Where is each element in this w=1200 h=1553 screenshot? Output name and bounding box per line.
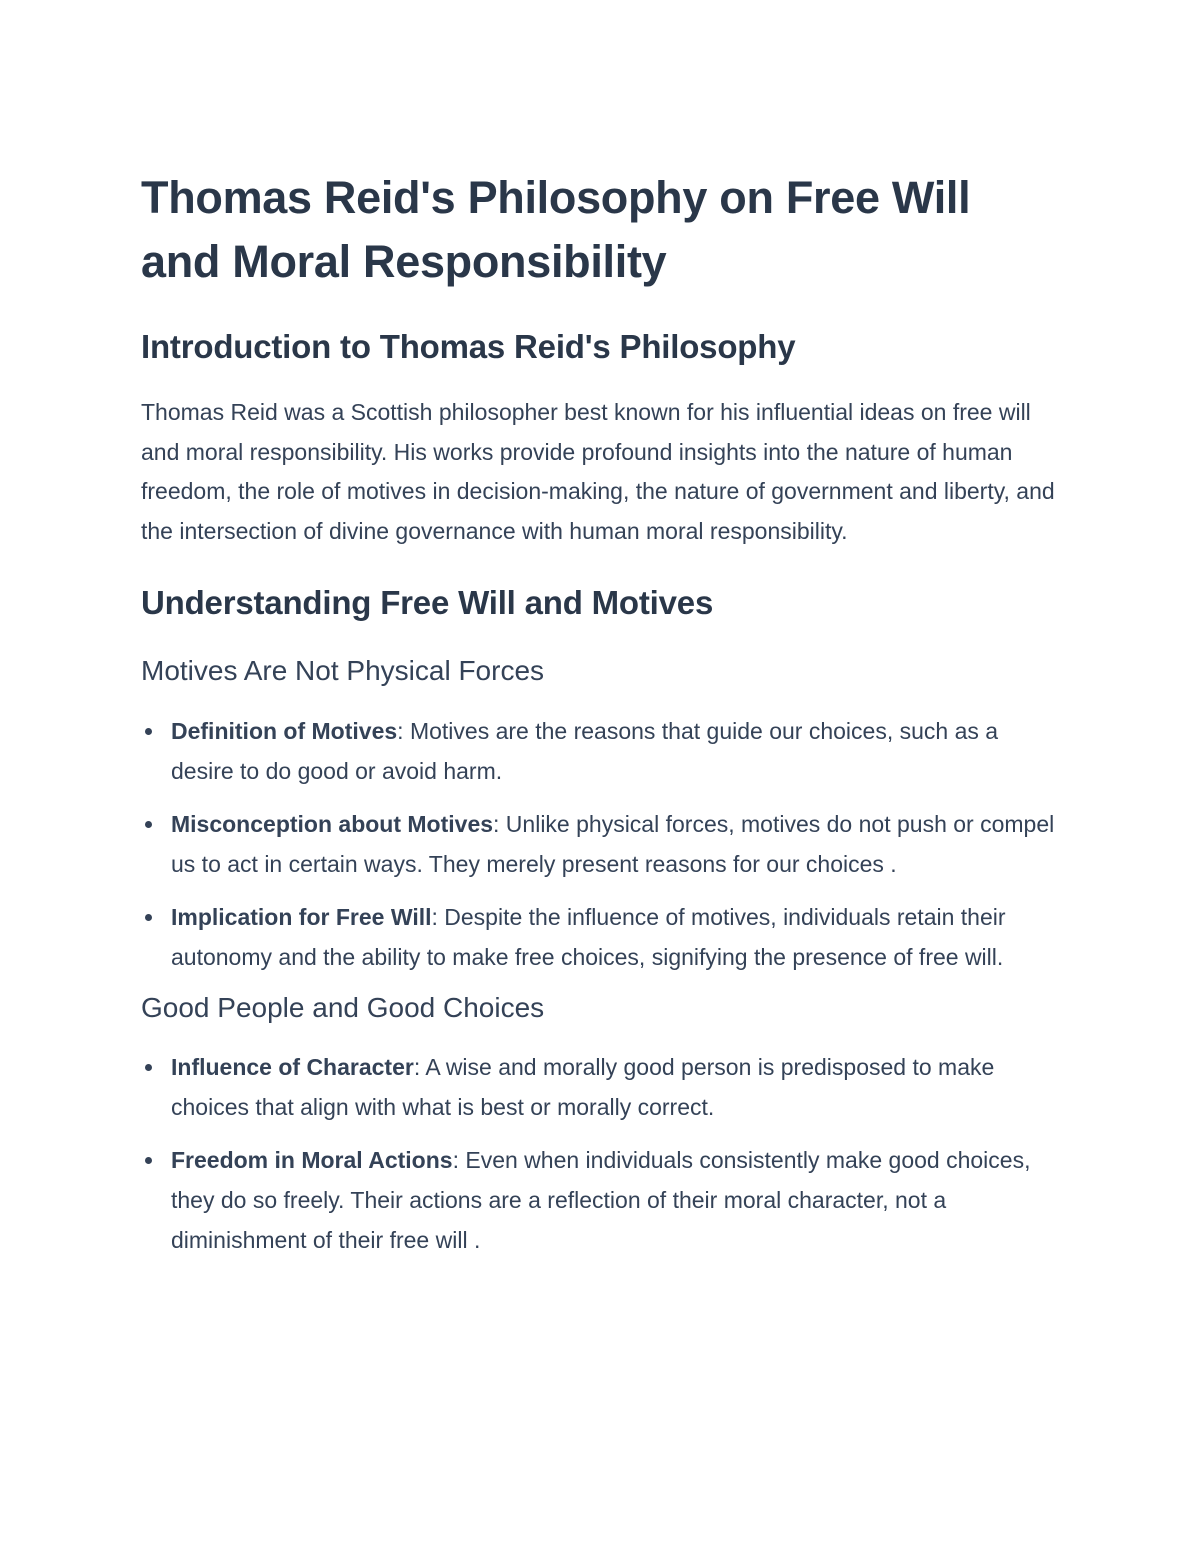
section-heading-introduction: Introduction to Thomas Reid's Philosophy xyxy=(141,328,796,365)
list-item xyxy=(141,1047,1060,1127)
list-item-term: Definition of Motives xyxy=(171,718,398,744)
list-item-text: : Even when individuals consistently make good choices, they do so freely. Their actions are a reflection of their moral character, not a diminishment of their free will . xyxy=(171,1147,1031,1253)
list-item-term: Implication for Free Will xyxy=(171,904,432,930)
list-item-text: : A wise and morally good person is predisposed to make choices that align with what is best or morally correct. xyxy=(171,1054,995,1120)
list-item-term: Freedom in Moral Actions xyxy=(171,1147,453,1173)
list-item xyxy=(141,1140,1060,1260)
bullet-icon xyxy=(145,728,152,735)
subsection-heading-motives-not-physical-forces: Motives Are Not Physical Forces xyxy=(141,655,545,686)
bullet-icon xyxy=(145,914,152,921)
bullet-icon xyxy=(145,1157,152,1164)
document-title: Thomas Reid's Philosophy on Free Will and Moral Responsibility xyxy=(141,172,971,287)
list-item xyxy=(141,804,1060,884)
list-item-text: : Motives are the reasons that guide our choices, such as a desire to do good or avoid harm. xyxy=(171,718,999,784)
introduction-paragraph: Thomas Reid was a Scottish philosopher best known for his influential ideas on free will and moral responsibility. His works provide profound insights into the nature of human freedom, the role of motives in decision-making, the nature of government and liberty, and the intersection of divine governance with human moral responsibility. xyxy=(141,399,1055,544)
list-item-term: Misconception about Motives xyxy=(171,811,494,837)
motives-bullet-list xyxy=(141,711,1060,977)
good-choices-bullet-list xyxy=(141,1047,1060,1260)
list-item-term: Influence of Character xyxy=(171,1054,414,1080)
list-item-text: : Despite the influence of motives, individuals retain their autonomy and the ability to make free choices, signifying the presence of free will. xyxy=(171,904,1006,970)
section-heading-free-will-and-motives: Understanding Free Will and Motives xyxy=(141,584,714,621)
subsection-heading-good-people-and-good-choices: Good People and Good Choices xyxy=(141,992,545,1023)
bullet-icon xyxy=(145,1064,152,1071)
list-item-text: : Unlike physical forces, motives do not push or compel us to act in certain ways. They merely present reasons for our choices . xyxy=(171,811,1055,877)
list-item xyxy=(141,897,1060,977)
list-item xyxy=(141,711,1060,791)
bullet-icon xyxy=(145,821,152,828)
